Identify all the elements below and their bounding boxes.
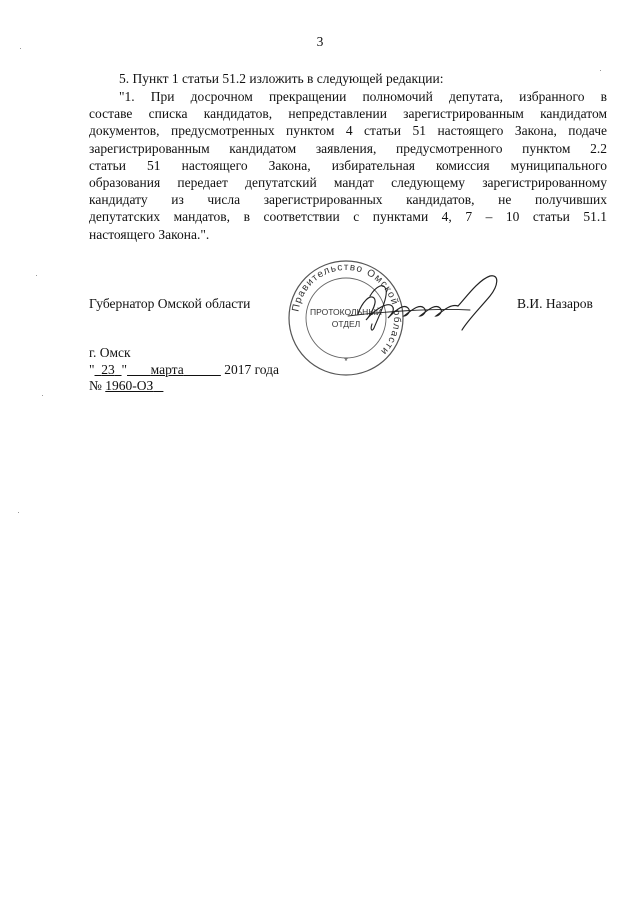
amendment-line: настоящего Закона.". [89,226,210,242]
signatory-name: В.И. Назаров [517,296,593,311]
amendment-line: образования передает депутатский мандат следующему зарегистрированному [89,175,607,191]
scan-speck [18,512,19,513]
law-number [89,378,163,394]
amendment-intro: 5. Пункт 1 статьи 51.2 изложить в следующей редакции: [119,71,444,86]
law-number-value: 1960-ОЗ [105,378,154,393]
scan-speck [42,395,43,396]
amendment-line: кандидату из числа зарегистрированных кандидатов, не получивших [89,192,607,208]
date-day-field [95,362,122,377]
date-day: 23 [101,362,115,377]
stamp-inner-line2: ОТДЕЛ [331,319,361,329]
signing-date: " 23 " марта 2017 года [89,362,280,377]
place-of-signing: г. Омск [89,345,131,360]
amendment-line: статьи 51 настоящего Закона, избирательная комиссия муниципального [89,157,607,173]
page-number: 3 [316,34,324,49]
amendment-line: "1. При досрочном прекращении полномочий депутата, избранного в [119,89,607,104]
scan-speck [36,275,37,276]
handwritten-signature [340,272,510,342]
date-year: 2017 года [224,362,280,377]
date-month-field [127,362,221,377]
date-month: марта [150,362,184,377]
amendment-line: зарегистрированным кандидатом заявления, предусмотренного пунктом 2.2 [89,140,607,156]
law-number-prefix: № [89,378,102,393]
amendment-text [89,88,607,243]
stamp-inner-line1: ПРОТОКОЛЬНЫЙ [310,307,382,317]
stamp-star-icon: * [344,356,348,366]
amendment-line: документов, предусмотренных пунктом 4 статьи 51 настоящего Закона, подаче [89,123,607,139]
amendment-line: депутатских мандатов, в соответствии с пунктами 4, 7 – 10 статьи 51.1 [89,209,607,225]
signatory-title: Губернатор Омской области [89,296,251,311]
amendment-line: составе списка кандидатов, непредставлении зарегистрированным кандидатом [89,106,607,122]
stamp-outer-text: Правительство Омской области [290,261,403,358]
